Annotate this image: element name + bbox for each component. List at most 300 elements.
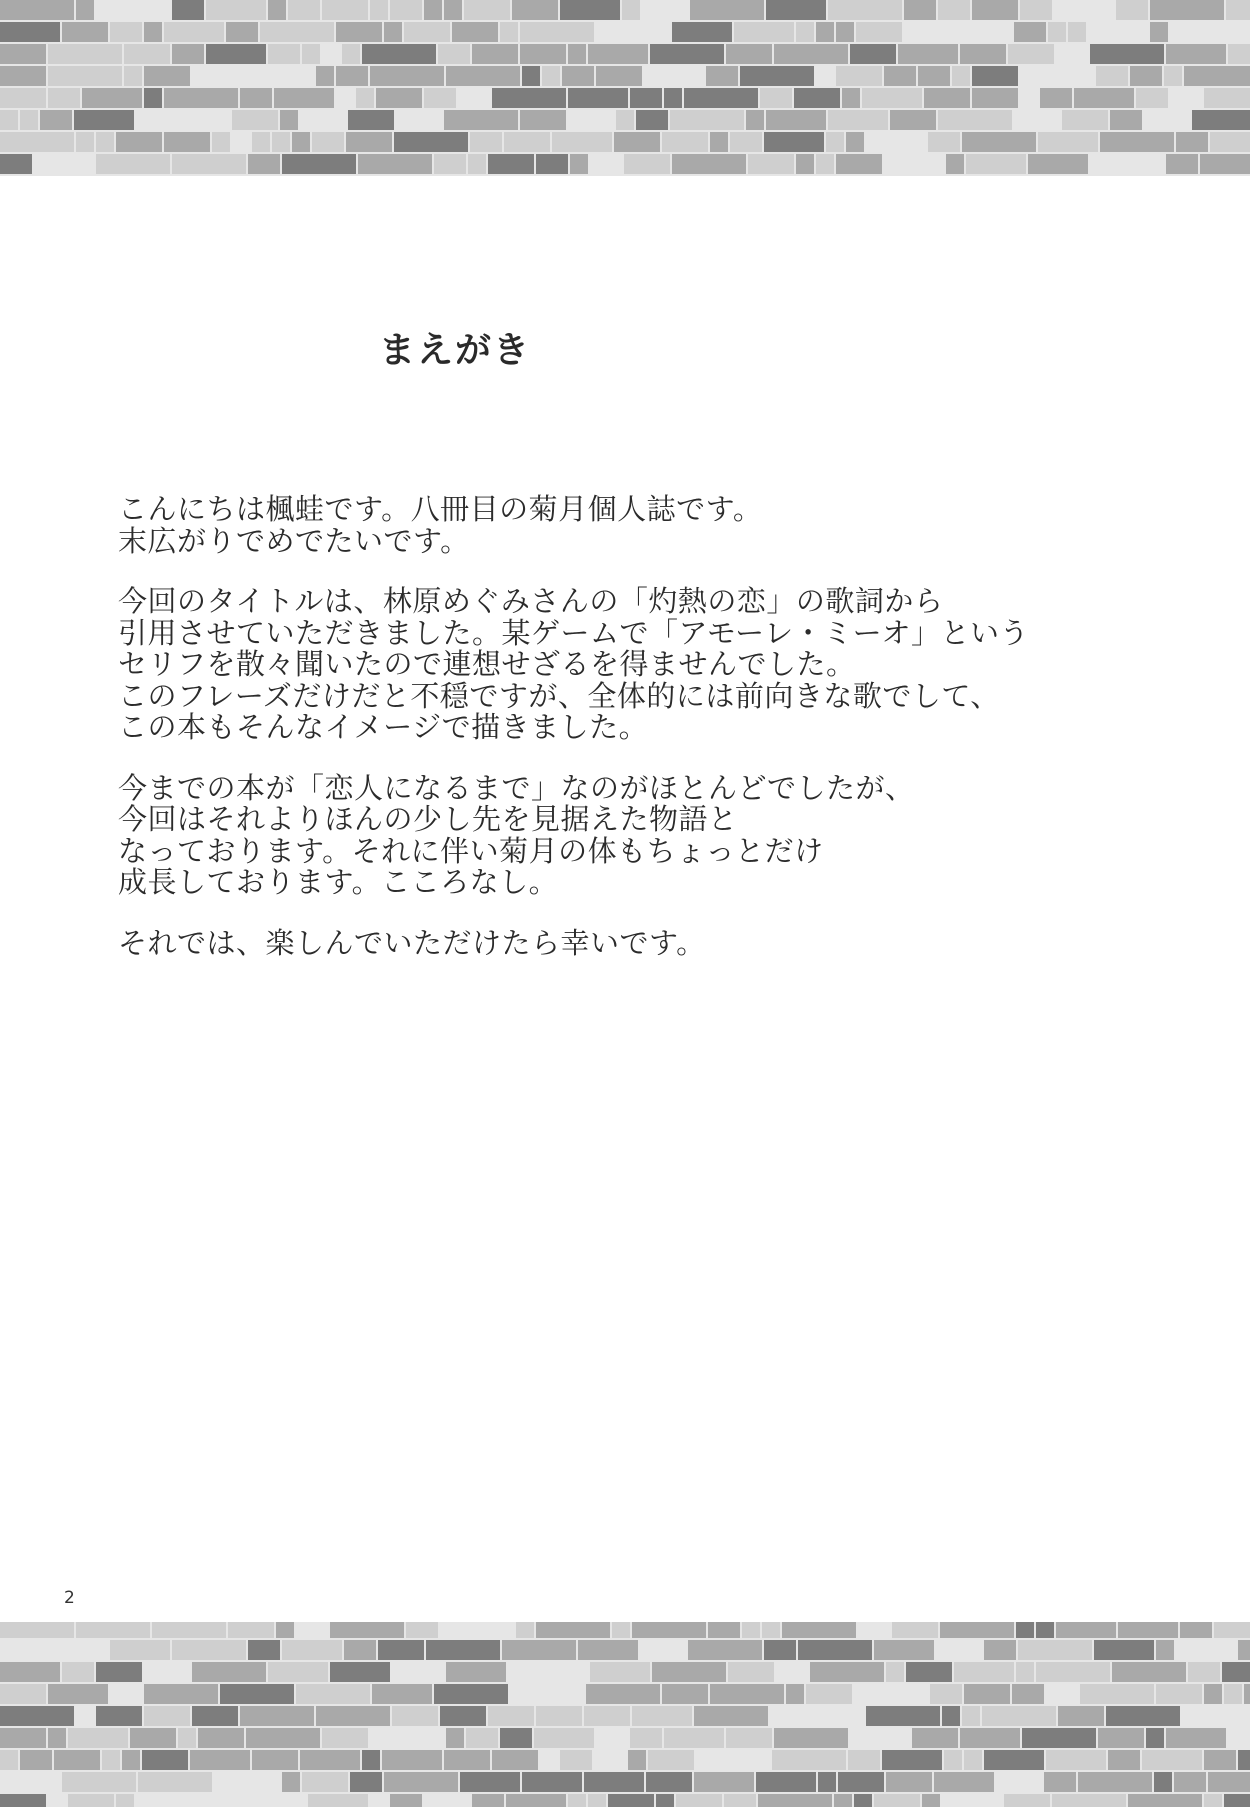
pattern-block <box>806 1684 852 1704</box>
pattern-block <box>1128 1794 1202 1807</box>
pattern-block <box>936 1640 982 1660</box>
pattern-block <box>288 0 320 20</box>
pattern-block <box>164 88 238 108</box>
pattern-block <box>350 1772 382 1792</box>
pattern-block <box>982 1706 1056 1726</box>
pattern-block <box>344 1640 376 1660</box>
pattern-block <box>220 1684 294 1704</box>
pattern-block <box>760 88 792 108</box>
pattern-block <box>652 1662 726 1682</box>
pattern-block <box>520 22 594 42</box>
pattern-block <box>764 132 824 152</box>
pattern-block <box>710 132 728 152</box>
pattern-block <box>1046 1684 1078 1704</box>
pattern-block <box>370 1794 388 1807</box>
pattern-block <box>268 1662 328 1682</box>
pattern-block <box>536 154 568 174</box>
pattern-block <box>1110 110 1142 130</box>
pattern-block <box>578 1640 638 1660</box>
pattern-block <box>930 1684 962 1704</box>
pattern-block <box>996 1772 1042 1792</box>
pattern-block <box>850 1728 910 1748</box>
page-number: 2 <box>64 1588 75 1608</box>
pattern-block <box>472 1794 504 1807</box>
pattern-block <box>642 0 688 20</box>
pattern-block <box>884 154 944 174</box>
pattern-block <box>0 1772 60 1792</box>
pattern-block <box>184 110 230 130</box>
pattern-block <box>816 22 834 42</box>
pattern-block <box>938 110 1012 130</box>
pattern-block <box>826 132 844 152</box>
pattern-block <box>390 1794 422 1807</box>
pattern-block <box>124 44 170 64</box>
pattern-block <box>966 154 1026 174</box>
pattern-block <box>672 154 746 174</box>
pattern-block <box>96 0 170 20</box>
pattern-block <box>198 1794 272 1807</box>
pattern-block <box>964 1684 1010 1704</box>
pattern-block <box>246 1728 320 1748</box>
text-line: 引用させていただきました。某ゲームで「アモーレ・ミーオ」という <box>118 615 1030 650</box>
pattern-block <box>562 66 594 86</box>
pattern-block <box>282 1640 342 1660</box>
pattern-block <box>384 1772 458 1792</box>
pattern-block <box>646 1772 692 1792</box>
text-line: このフレーズだけだと不穏ですが、全体的には前向きな歌でして、 <box>118 678 1000 713</box>
text-line: それでは、楽しんでいただけたら幸いです。 <box>118 925 706 960</box>
pattern-block <box>938 0 970 20</box>
pattern-block <box>192 66 252 86</box>
pattern-block <box>1202 1706 1250 1726</box>
pattern-block <box>942 1794 1002 1807</box>
pattern-block <box>372 1684 432 1704</box>
pattern-block <box>520 110 566 130</box>
pattern-block <box>1146 1728 1164 1748</box>
pattern-block <box>0 154 32 174</box>
pattern-block <box>504 132 550 152</box>
pattern-block <box>292 132 310 152</box>
pattern-block <box>904 22 964 42</box>
pattern-block <box>1096 66 1128 86</box>
pattern-block <box>972 88 1018 108</box>
pattern-block <box>1142 1750 1202 1770</box>
pattern-block <box>280 110 298 130</box>
pattern-block <box>1222 1662 1250 1682</box>
pattern-block <box>856 22 902 42</box>
pattern-block <box>1112 1662 1186 1682</box>
pattern-block <box>0 132 74 152</box>
pattern-block <box>972 66 1018 86</box>
pattern-block <box>404 22 450 42</box>
pattern-block <box>664 88 682 108</box>
pattern-block <box>376 88 422 108</box>
pattern-block <box>522 1772 582 1792</box>
pattern-block <box>520 44 566 64</box>
pattern-block <box>358 154 432 174</box>
pattern-block <box>1090 44 1164 64</box>
pattern-block <box>302 44 320 64</box>
pattern-block <box>964 1750 982 1770</box>
pattern-block <box>394 132 468 152</box>
pattern-block <box>470 132 502 152</box>
pattern-block <box>206 44 266 64</box>
pattern-block <box>836 66 882 86</box>
pattern-block <box>424 1794 470 1807</box>
pattern-block <box>1204 1750 1236 1770</box>
pattern-block <box>506 1794 566 1807</box>
pattern-block <box>630 88 662 108</box>
pattern-block <box>804 1706 864 1726</box>
pattern-block <box>568 1794 586 1807</box>
pattern-block <box>588 44 648 64</box>
pattern-block <box>384 22 402 42</box>
pattern-block <box>568 88 628 108</box>
pattern-block <box>48 1640 108 1660</box>
pattern-block <box>730 132 762 152</box>
pattern-block <box>664 1728 724 1748</box>
pattern-block <box>62 1772 136 1792</box>
pattern-block <box>614 132 660 152</box>
pattern-block <box>628 1750 646 1770</box>
pattern-block <box>130 1728 176 1748</box>
pattern-block <box>440 1706 486 1726</box>
pattern-block <box>596 1728 628 1748</box>
pattern-block <box>1238 1640 1250 1660</box>
pattern-block <box>268 44 300 64</box>
pattern-block <box>746 110 764 130</box>
pattern-block <box>144 22 162 42</box>
pattern-block <box>540 1750 558 1770</box>
pattern-block <box>1150 22 1168 42</box>
pattern-block <box>0 0 74 20</box>
pattern-block <box>142 1750 188 1770</box>
pattern-block <box>828 110 888 130</box>
pattern-block <box>816 66 834 86</box>
pattern-block <box>62 1662 94 1682</box>
pattern-block <box>0 22 60 42</box>
pattern-block <box>756 1772 816 1792</box>
pattern-block <box>962 132 1036 152</box>
pattern-block <box>198 1728 244 1748</box>
text-line: こんにちは楓蛙です。八冊目の菊月個人誌です。 <box>118 492 763 526</box>
pattern-block <box>1008 44 1054 64</box>
pattern-block <box>1062 110 1108 130</box>
pattern-block <box>1056 44 1088 64</box>
pattern-block <box>556 1662 588 1682</box>
pattern-block <box>1182 1706 1200 1726</box>
pattern-block <box>952 66 970 86</box>
pattern-block <box>510 1684 584 1704</box>
pattern-block <box>1044 1772 1076 1792</box>
pattern-block <box>838 1772 884 1792</box>
pattern-block <box>48 88 80 108</box>
pattern-block <box>1088 22 1148 42</box>
pattern-block <box>446 1728 464 1748</box>
pattern-block <box>1004 1794 1050 1807</box>
pattern-block <box>1176 1640 1236 1660</box>
pattern-block <box>946 154 964 174</box>
pattern-block <box>724 1794 756 1807</box>
pattern-block <box>356 88 374 108</box>
pattern-block <box>1020 88 1038 108</box>
pattern-block <box>274 88 334 108</box>
pattern-block <box>1144 110 1190 130</box>
pattern-block <box>972 0 1018 20</box>
pattern-block <box>650 44 724 64</box>
pattern-block <box>670 110 744 130</box>
pattern-block <box>302 1772 348 1792</box>
pattern-block <box>904 0 936 20</box>
pattern-block <box>268 0 286 20</box>
pattern-block <box>444 0 462 20</box>
pattern-block <box>960 44 1006 64</box>
pattern-block <box>1164 66 1182 86</box>
pattern-block <box>590 154 622 174</box>
pattern-block <box>370 1728 444 1748</box>
pattern-block <box>836 22 854 42</box>
pattern-block <box>1238 1750 1250 1770</box>
pattern-block <box>694 1772 754 1792</box>
pattern-block <box>346 132 392 152</box>
pattern-block <box>912 1728 958 1748</box>
pattern-block <box>206 0 266 20</box>
pattern-block <box>632 1706 692 1726</box>
pattern-block <box>20 110 38 130</box>
pattern-block <box>1074 88 1134 108</box>
pattern-block <box>68 1794 114 1807</box>
pattern-block <box>322 1728 368 1748</box>
pattern-block <box>492 88 566 108</box>
pattern-block <box>866 132 926 152</box>
pattern-block <box>834 1794 852 1807</box>
pattern-block <box>624 154 670 174</box>
pattern-block <box>192 1662 266 1682</box>
pattern-block <box>828 0 902 20</box>
pattern-block <box>424 0 442 20</box>
pattern-block <box>786 1684 804 1704</box>
pattern-block <box>248 1772 280 1792</box>
pattern-block <box>796 22 814 42</box>
pattern-block <box>172 1640 246 1660</box>
paragraph-3 <box>118 770 1148 899</box>
pattern-block <box>48 44 122 64</box>
pattern-block <box>954 1662 1014 1682</box>
pattern-block <box>192 1706 238 1726</box>
pattern-block <box>322 44 340 64</box>
pattern-block <box>748 154 794 174</box>
pattern-block <box>502 1640 576 1660</box>
pattern-block <box>508 1662 554 1682</box>
pattern-block <box>1038 132 1098 152</box>
pattern-block <box>622 0 640 20</box>
pattern-block <box>392 1706 438 1726</box>
pattern-block <box>0 88 46 108</box>
pattern-block <box>124 66 142 86</box>
pattern-block <box>342 44 360 64</box>
pattern-block <box>1226 0 1250 20</box>
pattern-block <box>984 1640 1016 1660</box>
pattern-block <box>62 22 108 42</box>
pattern-block <box>918 66 950 86</box>
pattern-block <box>1192 110 1250 130</box>
pattern-block <box>1068 22 1086 42</box>
text-line: なっております。それに伴い菊月の体もちょっとだけ <box>118 833 824 868</box>
page-title: まえがき <box>378 330 531 371</box>
pattern-block <box>424 88 456 108</box>
pattern-block <box>500 22 518 42</box>
pattern-block <box>76 132 94 152</box>
pattern-block <box>1204 1684 1222 1704</box>
pattern-block <box>330 1662 390 1682</box>
pattern-block <box>110 1684 142 1704</box>
pattern-block <box>850 44 896 64</box>
pattern-block <box>1018 1640 1092 1660</box>
pattern-block <box>40 110 72 130</box>
pattern-block <box>110 1640 170 1660</box>
pattern-block <box>0 1750 18 1770</box>
pattern-block <box>1188 1662 1220 1682</box>
pattern-block <box>1170 88 1202 108</box>
pattern-block <box>110 22 142 42</box>
pattern-block <box>254 66 314 86</box>
pattern-block <box>0 66 46 86</box>
pattern-block <box>396 110 442 130</box>
pattern-block <box>426 1662 444 1682</box>
pattern-block <box>710 1684 784 1704</box>
pattern-block <box>1014 110 1060 130</box>
pattern-block <box>20 1750 52 1770</box>
pattern-block <box>776 1662 808 1682</box>
pattern-block <box>1090 154 1164 174</box>
pattern-block <box>296 1684 370 1704</box>
pattern-block <box>884 66 916 86</box>
checkered-pattern <box>0 0 1250 180</box>
pattern-block <box>1166 44 1226 64</box>
pattern-block <box>794 88 840 108</box>
text-line: 成長しております。こころなし。 <box>118 865 559 899</box>
pattern-block <box>460 1772 520 1792</box>
pattern-block <box>584 1706 630 1726</box>
pattern-block <box>446 1662 506 1682</box>
pattern-block <box>472 44 518 64</box>
pattern-block <box>616 110 634 130</box>
pattern-block <box>0 1728 46 1748</box>
pattern-block <box>144 88 162 108</box>
pattern-block <box>444 1750 490 1770</box>
pattern-block <box>74 110 134 130</box>
pattern-block <box>586 1684 660 1704</box>
pattern-block <box>1108 1750 1140 1770</box>
pattern-block <box>662 132 708 152</box>
pattern-block <box>764 1640 796 1660</box>
pattern-block <box>48 66 122 86</box>
pattern-block <box>944 1750 962 1770</box>
pattern-block <box>426 1640 500 1660</box>
pattern-block <box>1116 0 1148 20</box>
pattern-block <box>178 1728 196 1748</box>
pattern-block <box>962 1706 980 1726</box>
pattern-block <box>1098 1728 1144 1748</box>
pattern-block <box>512 0 558 20</box>
text-line: 末広がりでめでたいです。 <box>118 523 470 558</box>
pattern-block <box>1150 0 1224 20</box>
pattern-block <box>392 1662 424 1682</box>
pattern-block <box>560 1750 592 1770</box>
pattern-block <box>378 1640 424 1660</box>
pattern-block <box>1012 1684 1044 1704</box>
pattern-block <box>1208 1772 1250 1792</box>
pattern-block <box>766 0 826 20</box>
pattern-block <box>770 1706 802 1726</box>
top-pattern-band <box>0 0 1250 180</box>
pattern-block <box>300 1750 360 1770</box>
pattern-block <box>584 1772 644 1792</box>
pattern-block <box>630 1728 662 1748</box>
pattern-block <box>138 1772 212 1792</box>
pattern-block <box>984 1750 1044 1770</box>
pattern-block <box>54 1750 100 1770</box>
pattern-block <box>1204 1794 1222 1807</box>
pattern-block <box>76 0 94 20</box>
pattern-block <box>862 88 922 108</box>
pattern-block <box>1014 22 1046 42</box>
pattern-block <box>458 88 490 108</box>
pattern-block <box>274 1794 306 1807</box>
pattern-block <box>890 110 936 130</box>
pattern-block <box>1176 132 1208 152</box>
pattern-block <box>68 1728 128 1748</box>
pattern-block <box>798 1640 872 1660</box>
pattern-block <box>1224 1684 1242 1704</box>
paragraph-4 <box>118 925 1148 960</box>
pattern-block <box>536 1706 582 1726</box>
pattern-block <box>214 1772 246 1792</box>
pattern-block <box>772 1750 846 1770</box>
pattern-block <box>906 1662 952 1682</box>
pattern-block <box>122 1750 140 1770</box>
pattern-block <box>942 1706 960 1726</box>
pattern-block <box>568 110 614 130</box>
pattern-block <box>740 66 814 86</box>
pattern-block <box>570 154 588 174</box>
pattern-block <box>444 110 518 130</box>
pattern-block <box>594 1750 626 1770</box>
pattern-block <box>316 1706 390 1726</box>
pattern-block <box>76 1706 94 1726</box>
pattern-block <box>882 1750 942 1770</box>
pattern-block <box>1136 88 1168 108</box>
pattern-block <box>608 1794 654 1807</box>
pattern-block <box>464 0 510 20</box>
pattern-block <box>560 0 620 20</box>
pattern-block <box>1204 88 1250 108</box>
pattern-block <box>1020 66 1094 86</box>
pattern-block <box>434 1684 508 1704</box>
pattern-block <box>390 0 422 20</box>
pattern-block <box>488 1706 534 1726</box>
pattern-block <box>34 154 94 174</box>
pattern-block <box>260 22 334 42</box>
pattern-block <box>348 110 394 130</box>
pattern-block <box>854 1684 928 1704</box>
pattern-block <box>0 110 18 130</box>
pattern-block <box>922 1794 940 1807</box>
text-line: 今回はそれよりほんの少し先を見据えた物語と <box>118 802 738 836</box>
pattern-block <box>232 132 250 152</box>
pattern-block <box>1058 1706 1104 1726</box>
pattern-block <box>1054 0 1114 20</box>
